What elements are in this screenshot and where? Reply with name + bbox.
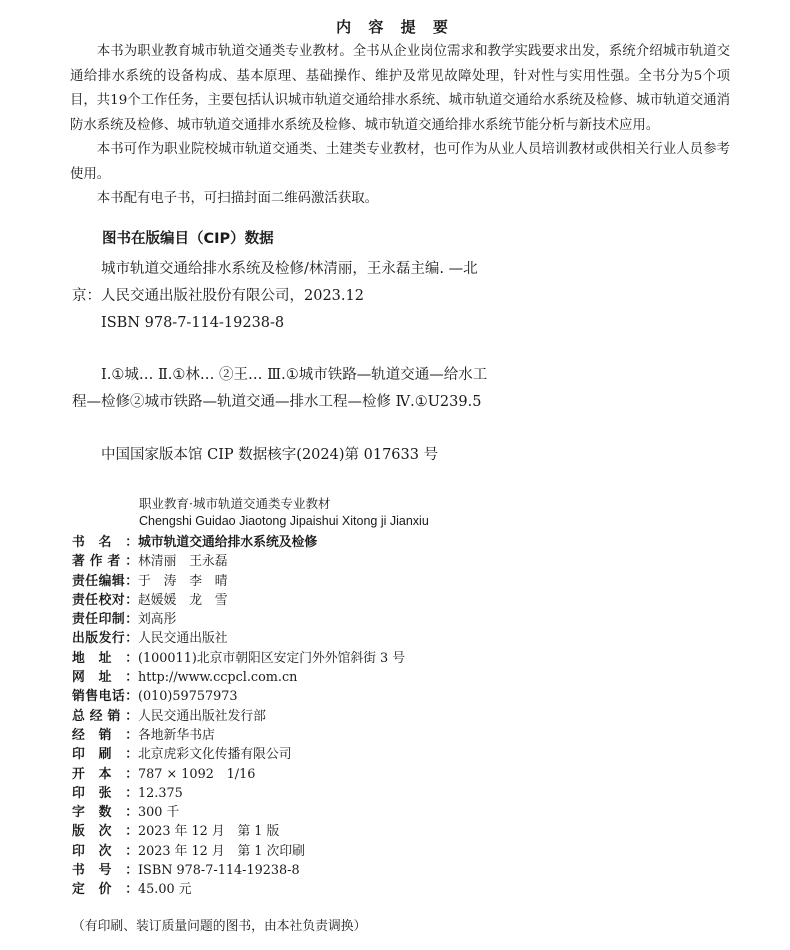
info-value: 12.375 — [138, 785, 183, 801]
info-row — [72, 726, 572, 745]
info-row — [72, 687, 572, 706]
info-value: 林清丽 王永磊 — [138, 554, 228, 570]
info-row — [72, 552, 572, 571]
info-row — [72, 629, 572, 648]
info-row — [72, 572, 572, 591]
info-value: 45.00 元 — [138, 882, 192, 898]
info-label: 责任编辑： — [72, 573, 138, 589]
cip-number-block — [72, 442, 672, 469]
info-label: 销售电话： — [72, 689, 138, 705]
info-label: 地址： — [72, 650, 138, 666]
footer-note: （有印刷、装订质量问题的图书，由本社负责调换） — [72, 919, 367, 934]
info-row — [72, 861, 572, 880]
info-value: 2023 年 12 月 第 1 次印刷 — [138, 843, 305, 859]
info-value: ISBN 978-7-114-19238-8 — [138, 863, 300, 879]
cip-isbn: ISBN 978-7-114-19238-8 — [101, 315, 285, 331]
cip-classification-block — [72, 362, 492, 416]
cip-title-line: 城市轨道交通给排水系统及检修/林清丽，王永磊主编. —北京：人民交通出版社股份有限公司，2023.12 — [72, 261, 478, 304]
summary-title: 内 容 提 要 — [336, 18, 454, 36]
title-pinyin: Chengshi Guidao Jiaotong Jipaishui Xitong ji Jianxiu — [139, 514, 429, 528]
info-value: 城市轨道交通给排水系统及检修 — [138, 535, 318, 550]
info-label: 版次： — [72, 824, 138, 840]
info-row — [72, 668, 572, 687]
info-label: 著作者： — [72, 554, 138, 570]
info-label: 定价： — [72, 882, 138, 898]
cip-number: 中国国家版本馆 CIP 数据核字(2024)第 017633 号 — [101, 447, 439, 463]
info-label: 书名： — [72, 535, 138, 550]
info-row — [72, 591, 572, 610]
info-value: http://www.ccpcl.com.cn — [138, 670, 298, 686]
publication-info — [72, 533, 572, 900]
info-value: 北京虎彩文化传播有限公司 — [138, 747, 292, 763]
summary-paragraph-1: 本书为职业教育城市轨道交通类专业教材。全书从企业岗位需求和教学实践要求出发，系统介绍城市轨道交通给排水系统的设备构成、基本原理、基础操作、维护及常见故障处理，针对性与实用性强。全书分为5个项目，共19个工作任务，主要包括认识城市轨道交通给排水系统、城市轨道交通给水系统及检修、城市轨道交通消防水系统及检修、城市轨道交通排水系统及检修、城市轨道交通给排水系统节能分析与新技术应用。 — [70, 44, 730, 133]
info-label: 开本： — [72, 766, 138, 782]
summary-paragraph-3: 本书配有电子书，可扫描封面二维码激活获取。 — [96, 191, 378, 206]
info-value: 刘高彤 — [138, 612, 177, 628]
info-label: 责任校对： — [72, 592, 138, 608]
info-value: (010)59757973 — [138, 689, 238, 705]
series-name: 职业教育·城市轨道交通类专业教材 — [139, 496, 331, 511]
info-value: 2023 年 12 月 第 1 版 — [138, 824, 280, 840]
info-row — [72, 707, 572, 726]
info-row — [72, 533, 572, 552]
info-value: 人民交通出版社 — [138, 631, 228, 647]
info-value: 于 涛 李 晴 — [138, 573, 228, 589]
info-value: (100011)北京市朝阳区安定门外外馆斜街 3 号 — [138, 650, 406, 666]
info-value: 赵媛媛 龙 雪 — [138, 592, 228, 608]
info-row — [72, 803, 572, 822]
info-value: 787 × 1092 1/16 — [138, 766, 256, 782]
cip-heading: 图书在版编目（CIP）数据 — [102, 231, 274, 247]
info-label: 书号： — [72, 863, 138, 879]
info-row — [72, 649, 572, 668]
info-row — [72, 765, 572, 784]
cip-classification: Ⅰ.①城… Ⅱ.①林… ②王… Ⅲ.①城市铁路—轨道交通—给水工程—检修②城市铁路—轨道交通—排水工程—检修 Ⅳ.①U239.5 — [72, 367, 488, 410]
info-label: 印次： — [72, 843, 138, 859]
info-label: 总经销： — [72, 708, 138, 724]
info-label: 网址： — [72, 670, 138, 686]
info-row — [72, 880, 572, 899]
info-row — [72, 745, 572, 764]
info-label: 责任印制： — [72, 612, 138, 628]
summary-paragraph-2: 本书可作为职业院校城市轨道交通类、土建类专业教材，也可作为从业人员培训教材或供相关行业人员参考使用。 — [70, 142, 730, 182]
info-label: 字数： — [72, 805, 138, 821]
info-row — [72, 822, 572, 841]
info-row — [72, 842, 572, 861]
info-row — [72, 784, 572, 803]
info-value: 300 千 — [138, 805, 180, 821]
info-label: 印刷： — [72, 747, 138, 763]
info-row — [72, 610, 572, 629]
info-value: 各地新华书店 — [138, 727, 215, 743]
summary-section — [70, 40, 730, 212]
cip-entry — [72, 256, 492, 337]
info-label: 印张： — [72, 785, 138, 801]
info-label: 出版发行： — [72, 631, 138, 647]
info-label: 经销： — [72, 727, 138, 743]
info-value: 人民交通出版社发行部 — [138, 708, 266, 724]
